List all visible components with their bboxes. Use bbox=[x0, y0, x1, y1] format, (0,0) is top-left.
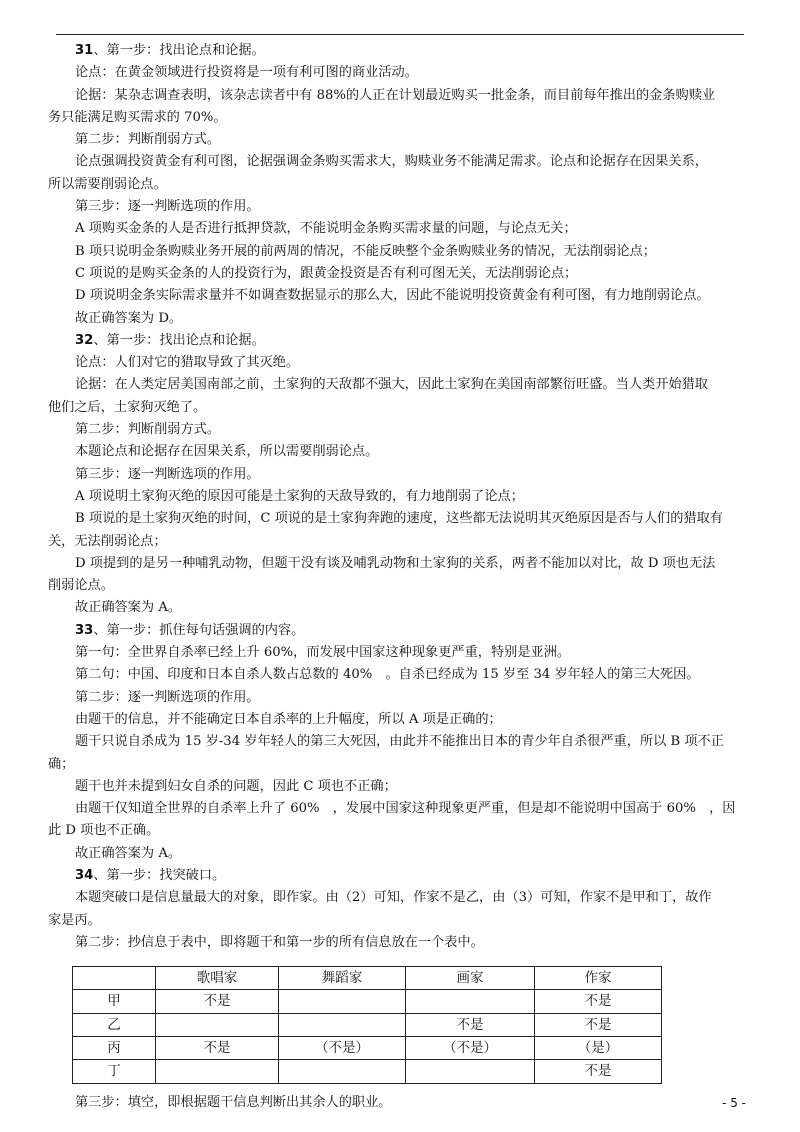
profession-table bbox=[72, 966, 662, 1083]
q32-option-bc-b: 关，无法削弱论点； bbox=[48, 533, 167, 549]
table-cell: 不是 bbox=[535, 1060, 662, 1083]
q33-option-b-b: 确； bbox=[48, 756, 75, 772]
q33-step1: 33、第一步：抓住每句话强调的内容。 bbox=[75, 622, 305, 638]
table-header-cell: 作家 bbox=[535, 967, 662, 990]
q31-answer: 故正确答案为 D。 bbox=[75, 310, 183, 326]
table-cell: 不是 bbox=[156, 1037, 279, 1060]
table-cell: 乙 bbox=[73, 1013, 156, 1036]
q34-breakthrough-a: 本题突破口是信息量最大的对象，即作家。由（2）可知，作家不是乙，由（3）可知，作家不是甲和丁，故作 bbox=[75, 890, 712, 906]
table-header-cell: 画家 bbox=[406, 967, 535, 990]
table-cell: 丁 bbox=[73, 1060, 156, 1083]
q31-analysis-a: 论点强调投资黄金有利可图，论据强调金条购买需求大，购赎业务不能满足需求。论点和论据存在因果关系， bbox=[75, 154, 708, 170]
table-cell bbox=[279, 1060, 406, 1083]
q33-option-a: 由题干的信息，并不能确定日本自杀率的上升幅度，所以 A 项是正确的； bbox=[75, 711, 502, 727]
table-row bbox=[73, 1013, 662, 1036]
q31-analysis-b: 所以需要削弱论点。 bbox=[48, 176, 167, 192]
q33-option-d-b: 此 D 项也不正确。 bbox=[48, 823, 160, 839]
q33-step2: 第二步：逐一判断选项的作用。 bbox=[75, 689, 260, 705]
table-cell bbox=[406, 1060, 535, 1083]
q31-option-a: A 项购买金条的人是否进行抵押贷款，不能说明金条购买需求量的问题，与论点无关； bbox=[75, 221, 577, 237]
q31-step1: 31、第一步：找出论点和论据。 bbox=[75, 43, 265, 58]
table-header-cell bbox=[73, 967, 156, 990]
q33-answer: 故正确答案为 A。 bbox=[75, 845, 182, 861]
q31-number: 31 bbox=[75, 43, 94, 58]
table-cell bbox=[279, 1013, 406, 1036]
q32-number: 32 bbox=[75, 332, 94, 348]
table-cell: （不是） bbox=[279, 1037, 406, 1060]
table-cell bbox=[156, 1013, 279, 1036]
table-row bbox=[73, 1060, 662, 1083]
q33-number: 33 bbox=[75, 622, 94, 638]
table-cell: 甲 bbox=[73, 990, 156, 1013]
q32-option-d-a: D 项提到的是另一种哺乳动物，但题干没有谈及哺乳动物和土家狗的关系，两者不能加以对比，故 D 项也无法 bbox=[75, 555, 716, 571]
q31-evidence-b: 务只能满足购买需求的 70%。 bbox=[48, 109, 227, 125]
q31-step2: 第二步：判断削弱方式。 bbox=[75, 132, 221, 148]
table-cell: （是） bbox=[535, 1037, 662, 1060]
table-cell: （不是） bbox=[406, 1037, 535, 1060]
q31-thesis: 论点：在黄金领域进行投资将是一项有利可图的商业活动。 bbox=[75, 65, 418, 81]
table-cell: 不是 bbox=[535, 1013, 662, 1036]
q31-option-c: C 项说的是购买金条的人的投资行为，跟黄金投资是否有利可图无关，无法削弱论点； bbox=[75, 265, 578, 281]
q32-step2: 第二步：判断削弱方式。 bbox=[75, 422, 221, 438]
q32-step1: 32、第一步：找出论点和论据。 bbox=[75, 332, 265, 348]
table-cell: 不是 bbox=[156, 990, 279, 1013]
q32-option-bc-a: B 项说的是土家狗灭绝的时间，C 项说的是土家狗奔跑的速度，这些都无法说明其灭绝原因是否与人们的猎取有 bbox=[75, 511, 723, 527]
table-header-cell: 舞蹈家 bbox=[279, 967, 406, 990]
q32-analysis: 本题论点和论据存在因果关系，所以需要削弱论点。 bbox=[75, 444, 379, 460]
q32-evidence-a: 论据：在人类定居美国南部之前，土家狗的天敌都不强大，因此土家狗在美国南部繁衍旺盛。当人类开始猎取 bbox=[75, 377, 708, 393]
q31-evidence-a: 论据：某杂志调查表明，该杂志读者中有 88%的人正在计划最近购买一批金条，而目前每年推出的金条购赎业 bbox=[75, 87, 716, 103]
q33-sentence2: 第二句：中国、印度和日本自杀人数占总数的 40% 。自杀已经成为 15 岁至 34 岁年轻人的第三大死因。 bbox=[75, 667, 700, 683]
q32-option-a: A 项说明土家狗灭绝的原因可能是土家狗的天敌导致的，有力地削弱了论点； bbox=[75, 488, 524, 504]
q32-step3: 第三步：逐一判断选项的作用。 bbox=[75, 466, 260, 482]
header-rule bbox=[56, 34, 744, 35]
q31-step3: 第三步：逐一判断选项的作用。 bbox=[75, 199, 260, 215]
q31-option-b: B 项只说明金条购赎业务开展的前两周的情况，不能反映整个金条购赎业务的情况，无法削弱论点； bbox=[75, 243, 656, 259]
table-cell bbox=[156, 1060, 279, 1083]
q33-option-b-a: 题干只说自杀成为 15 岁-34 岁年轻人的第三大死因，由此并不能推出日本的青少年自杀很严重，所以 B 项不正 bbox=[75, 734, 724, 750]
q33-option-d-a: 由题干仅知道全世界的自杀率上升了 60% ，发展中国家这种现象更严重，但是却不能说明中国高于 60% ，因 bbox=[75, 801, 736, 817]
table-row bbox=[73, 1037, 662, 1060]
q31-option-d: D 项说明金条实际需求量并不如调查数据显示的那么大，因此不能说明投资黄金有利可图，有力地削弱论点。 bbox=[75, 288, 710, 304]
document-body bbox=[48, 40, 755, 1114]
table-cell: 不是 bbox=[406, 1013, 535, 1036]
page-number: - 5 - bbox=[722, 1096, 746, 1110]
q32-answer: 故正确答案为 A。 bbox=[75, 600, 182, 616]
table-cell: 丙 bbox=[73, 1037, 156, 1060]
q34-step3: 第三步：填空，即根据题干信息判断出其余人的职业。 bbox=[75, 1094, 392, 1110]
table-header-row bbox=[73, 967, 662, 990]
q34-step2: 第二步：抄信息于表中，即将题干和第一步的所有信息放在一个表中。 bbox=[75, 934, 484, 950]
q33-sentence1: 第一句：全世界自杀率已经上升 60%，而发展中国家这种现象更严重，特别是亚洲。 bbox=[75, 645, 571, 661]
q33-option-c: 题干也并未提到妇女自杀的问题，因此 C 项也不正确； bbox=[75, 778, 397, 794]
table-header-cell: 歌唱家 bbox=[156, 967, 279, 990]
q34-step1: 34、第一步：找突破口。 bbox=[75, 867, 226, 883]
q32-thesis: 论点：人们对它的猎取导致了其灭绝。 bbox=[75, 355, 300, 371]
table-cell bbox=[406, 990, 535, 1013]
q32-evidence-b: 他们之后，土家狗灭绝了。 bbox=[48, 399, 207, 415]
table-cell bbox=[279, 990, 406, 1013]
table-row bbox=[73, 990, 662, 1013]
table-cell: 不是 bbox=[535, 990, 662, 1013]
q32-option-d-b: 削弱论点。 bbox=[48, 578, 114, 594]
q34-number: 34 bbox=[75, 867, 94, 883]
q34-breakthrough-b: 家是丙。 bbox=[48, 912, 101, 928]
